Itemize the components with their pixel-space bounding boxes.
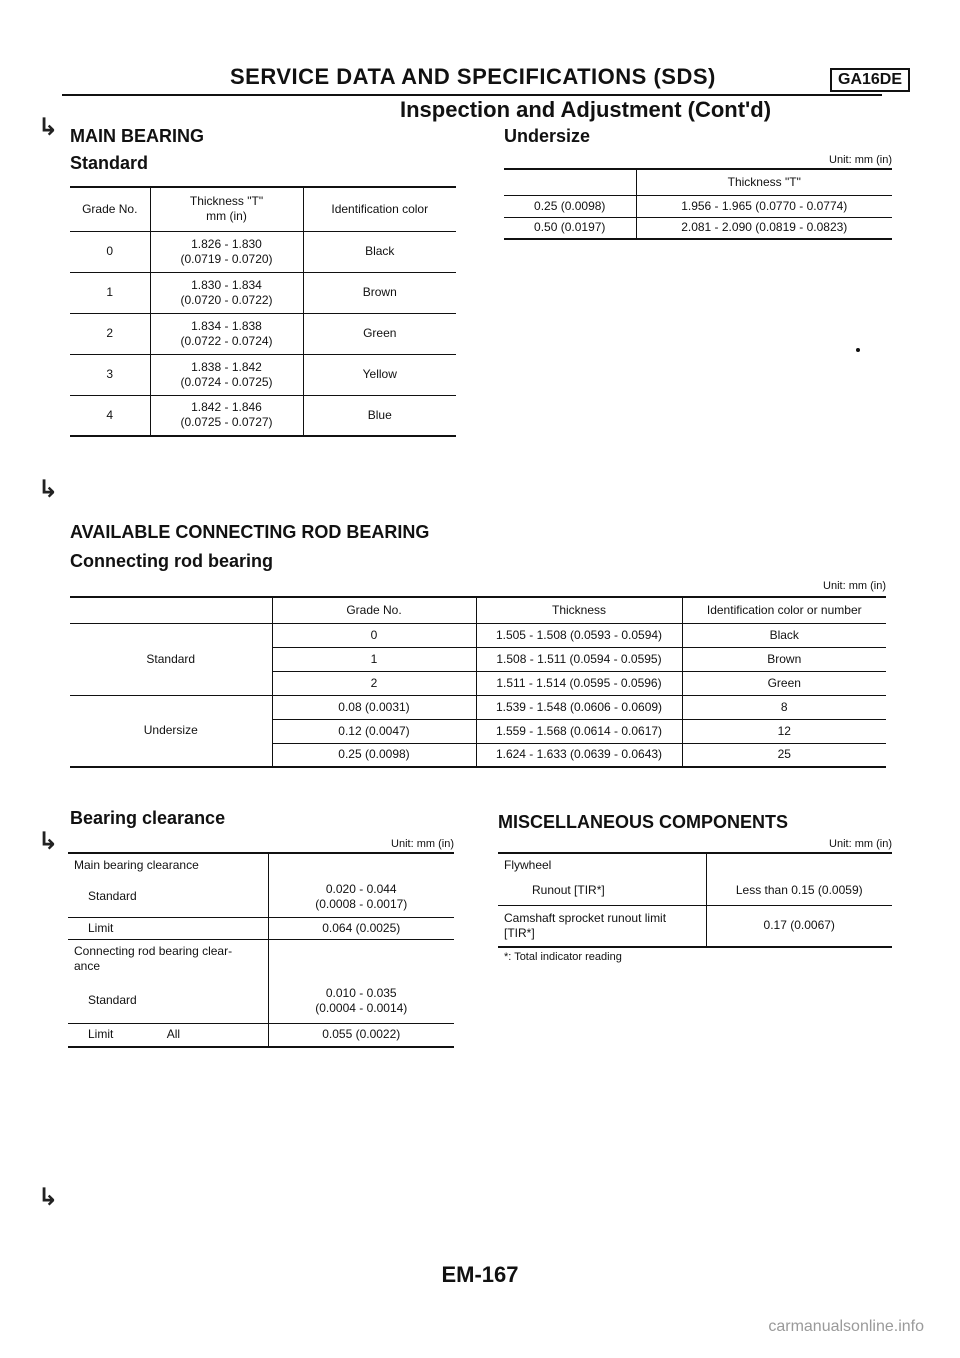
main-limit-value: 0.064 (0.0025) — [268, 917, 454, 939]
bearing-clearance-subtitle: Bearing clearance — [70, 808, 226, 828]
col-header-color: Identification color — [303, 187, 456, 231]
margin-mark: ↳ — [38, 828, 59, 855]
col-header-thickness: Thickness "T" — [636, 169, 892, 195]
table-row — [70, 695, 886, 719]
thickness-cell: 1.559 - 1.568 (0.0614 - 0.0617) — [476, 719, 682, 743]
flywheel-label: Flywheel — [504, 858, 552, 872]
page-subtitle: Inspection and Adjustment (Cont'd) — [400, 97, 772, 122]
col-header-grade: Grade No. — [82, 201, 138, 216]
main-standard-value: 0.020 - 0.044 (0.0008 - 0.0017) — [268, 877, 454, 917]
col-header-thickness: Thickness "T" mm (in) — [150, 187, 303, 231]
rod-standard-value: 0.010 - 0.035 (0.0004 - 0.0014) — [268, 979, 454, 1023]
table-row — [68, 979, 454, 1023]
rod-limit-label: Limit — [88, 1027, 114, 1042]
margin-mark: ↳ — [38, 476, 59, 503]
thickness-cell: 1.834 - 1.838 (0.0722 - 0.0724) — [150, 313, 303, 354]
grade-cell: 3 — [70, 354, 150, 395]
id-cell: Black — [682, 623, 886, 647]
undersize-unit: Unit: mm (in) — [829, 154, 892, 166]
main-bearing-subtitle: Standard — [70, 153, 149, 173]
thickness-cell: 1.511 - 1.514 (0.0595 - 0.0596) — [476, 671, 682, 695]
table-row — [70, 623, 886, 647]
grade-cell: 1 — [272, 647, 476, 671]
thickness-cell: 1.956 - 1.965 (0.0770 - 0.0774) — [636, 195, 892, 217]
thickness-cell: 1.838 - 1.842 (0.0724 - 0.0725) — [150, 354, 303, 395]
col-header-thickness: Thickness — [476, 597, 682, 623]
misc-footnote: *: Total indicator reading — [504, 951, 622, 963]
table-row — [70, 313, 456, 354]
misc-title: MISCELLANEOUS COMPONENTS — [498, 812, 789, 832]
table-row — [504, 217, 892, 239]
bearing-clearance-unit: Unit: mm (in) — [391, 838, 454, 850]
color-cell: Brown — [303, 272, 456, 313]
id-cell: 8 — [682, 695, 886, 719]
camshaft-value: 0.17 (0.0067) — [706, 905, 892, 947]
undersize-subtitle: Undersize — [504, 126, 591, 146]
rod-bearing-unit: Unit: mm (in) — [823, 580, 886, 592]
table-row — [68, 1023, 454, 1047]
runout-value: Less than 0.15 (0.0059) — [706, 877, 892, 905]
grade-cell: 4 — [70, 395, 150, 436]
thickness-cell: 1.505 - 1.508 (0.0593 - 0.0594) — [476, 623, 682, 647]
thickness-cell: 1.842 - 1.846 (0.0725 - 0.0727) — [150, 395, 303, 436]
misc-unit: Unit: mm (in) — [829, 838, 892, 850]
rod-bearing-title: AVAILABLE CONNECTING ROD BEARING — [70, 522, 430, 542]
runout-label: Runout [TIR*] — [532, 883, 605, 898]
grade-cell: 0 — [70, 231, 150, 272]
main-clearance-label: Main bearing clearance — [74, 858, 199, 872]
table-row — [70, 354, 456, 395]
thickness-cell: 1.508 - 1.511 (0.0594 - 0.0595) — [476, 647, 682, 671]
id-cell: 12 — [682, 719, 886, 743]
table-row — [498, 877, 892, 905]
thickness-cell: 1.624 - 1.633 (0.0639 - 0.0643) — [476, 743, 682, 767]
col-header-id: Identification color or number — [682, 597, 886, 623]
rod-standard-label: Standard — [88, 993, 137, 1008]
rod-clearance-label: Connecting rod bearing clear- ance — [68, 939, 268, 979]
header-rule — [62, 94, 882, 96]
grade-cell: 2 — [272, 671, 476, 695]
color-cell: Black — [303, 231, 456, 272]
grade-cell: 2 — [70, 313, 150, 354]
grade-cell: 1 — [70, 272, 150, 313]
rod-limit-value: 0.055 (0.0022) — [268, 1023, 454, 1047]
table-row — [70, 272, 456, 313]
standard-label: Standard — [88, 889, 137, 904]
watermark: carmanualsonline.info — [768, 1318, 924, 1335]
limit-label: Limit — [68, 917, 268, 939]
grade-cell: 0 — [272, 623, 476, 647]
color-cell: Green — [303, 313, 456, 354]
page-number: EM-167 — [441, 1262, 519, 1287]
thickness-cell: 1.830 - 1.834 (0.0720 - 0.0722) — [150, 272, 303, 313]
margin-mark: ↳ — [38, 1184, 59, 1211]
color-cell: Yellow — [303, 354, 456, 395]
bearing-clearance-table — [68, 852, 454, 1048]
size-cell: 0.25 (0.0098) — [504, 195, 636, 217]
thickness-cell: 1.826 - 1.830 (0.0719 - 0.0720) — [150, 231, 303, 272]
table-row — [68, 939, 454, 979]
rod-bearing-subtitle: Connecting rod bearing — [70, 551, 274, 571]
color-cell: Blue — [303, 395, 456, 436]
table-row — [70, 231, 456, 272]
table-row — [68, 877, 454, 917]
page-header-title: SERVICE DATA AND SPECIFICATIONS (SDS) — [230, 64, 716, 89]
rod-bearing-table — [70, 596, 886, 768]
table-row — [504, 195, 892, 217]
grade-cell: 0.08 (0.0031) — [272, 695, 476, 719]
rod-limit-cell — [68, 1023, 268, 1047]
engine-badge: GA16DE — [830, 68, 910, 92]
main-bearing-table — [70, 186, 456, 437]
print-speck — [856, 348, 860, 352]
table-row — [68, 917, 454, 939]
main-bearing-title: MAIN BEARING — [70, 126, 204, 146]
table-row — [70, 395, 456, 436]
grade-cell: 0.12 (0.0047) — [272, 719, 476, 743]
table-row — [498, 905, 892, 947]
group-label-standard: Standard — [70, 623, 272, 695]
id-cell: Green — [682, 671, 886, 695]
margin-mark: ↳ — [38, 114, 59, 141]
camshaft-label: Camshaft sprocket runout limit [TIR*] — [498, 905, 706, 947]
grade-cell: 0.25 (0.0098) — [272, 743, 476, 767]
group-label-undersize: Undersize — [70, 695, 272, 767]
thickness-cell: 1.539 - 1.548 (0.0606 - 0.0609) — [476, 695, 682, 719]
misc-table — [498, 852, 892, 948]
size-cell: 0.50 (0.0197) — [504, 217, 636, 239]
thickness-cell: 2.081 - 2.090 (0.0819 - 0.0823) — [636, 217, 892, 239]
rod-limit-all-label: All — [166, 1027, 181, 1042]
id-cell: 25 — [682, 743, 886, 767]
id-cell: Brown — [682, 647, 886, 671]
undersize-table — [504, 168, 892, 240]
col-header-grade: Grade No. — [272, 597, 476, 623]
